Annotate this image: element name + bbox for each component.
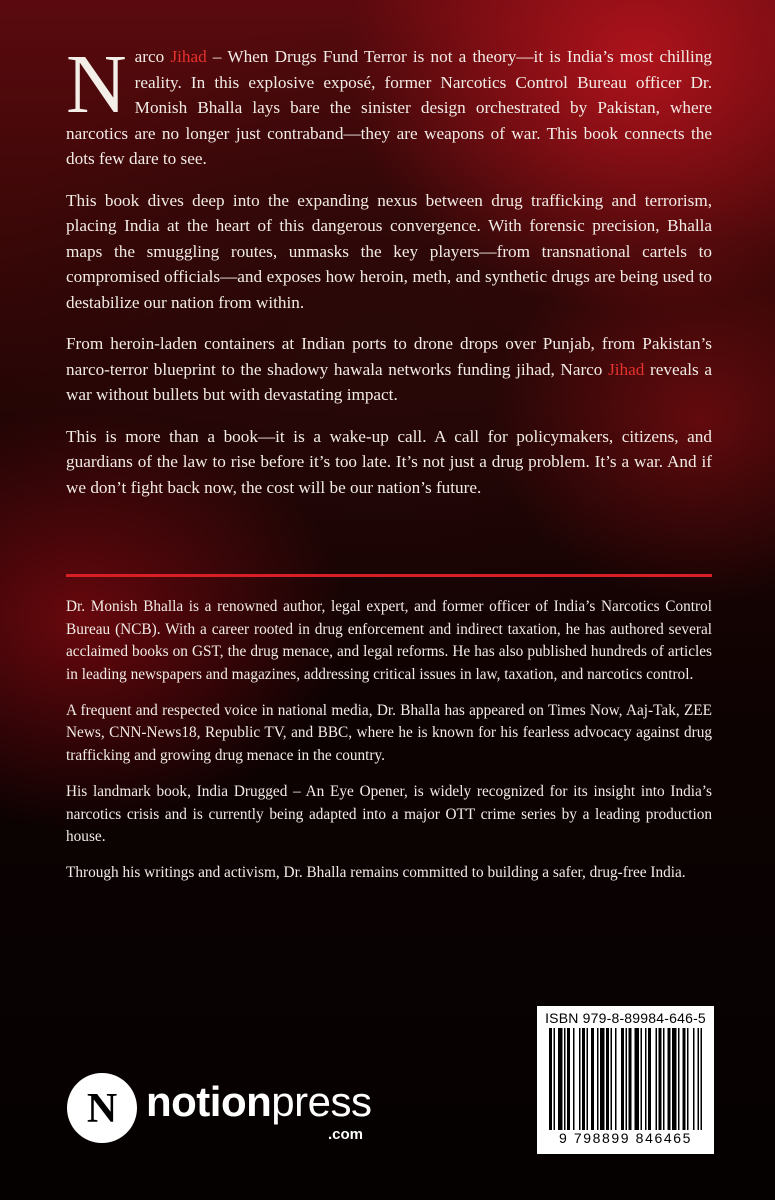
barcode-bar xyxy=(659,1028,662,1130)
barcode-bar xyxy=(698,1028,700,1130)
barcode-bar xyxy=(587,1028,589,1130)
blurb-paragraph-1 xyxy=(66,38,713,172)
publisher-domain: .com xyxy=(328,1126,364,1143)
bio-paragraph-2: A frequent and respected voice in national media, Dr. Bhalla has appeared on Times Now, Aaj-Tak, ZEE News, CNN-News18, Republic TV, and BBC, where he is known for his fearless advocacy against drug trafficking and growing drug menace in the country. xyxy=(66,701,712,765)
barcode-bar xyxy=(615,1028,617,1130)
barcode-bar xyxy=(693,1028,695,1130)
barcode-bar xyxy=(558,1028,563,1130)
barcode-bar xyxy=(591,1028,594,1130)
publisher-logo xyxy=(66,1072,396,1152)
author-bio xyxy=(66,596,712,899)
notionpress-logo-icon xyxy=(66,1072,138,1144)
barcode-bar xyxy=(549,1028,552,1130)
barcode-bar xyxy=(611,1028,613,1130)
barcode-bar xyxy=(554,1028,556,1130)
drop-cap: N xyxy=(66,38,127,131)
back-cover-blurb xyxy=(66,38,713,516)
barcode-bar xyxy=(683,1028,686,1130)
barcode-digits: 9 798899 846465 xyxy=(559,1130,692,1146)
barcode-bar xyxy=(573,1028,575,1130)
barcode-bar xyxy=(663,1028,665,1130)
barcode-bar xyxy=(582,1028,585,1130)
publisher-name-bold: notion xyxy=(146,1078,272,1125)
blurb-text: reveals a war without bullets but with devastating impact. xyxy=(66,359,712,404)
isbn-barcode xyxy=(537,1006,714,1154)
barcode-bar xyxy=(687,1028,689,1130)
blurb-paragraph-4: This is more than a book—it is a wake-up call. A call for policymakers, citizens, and guardians of the law to rise before it’s too late. It’s not just a drug problem. It’s a war. And if we don’t fight back now, the cost will be our nation’s future. xyxy=(66,426,712,497)
barcode-bar xyxy=(678,1028,680,1130)
blurb-paragraph-2: This book dives deep into the expanding nexus between drug trafficking and terrorism, placing India at the heart of this dangerous convergence. With forensic precision, Bhalla maps the smuggling routes, unmasks the key players—from transnational cartels to compromised officials—and exposes how heroin, meth, and synthetic drugs are being used to destabilize our nation from within. xyxy=(66,190,712,312)
barcode-bar xyxy=(645,1028,647,1130)
barcode-bar xyxy=(579,1028,581,1130)
barcode-bar xyxy=(701,1028,703,1130)
publisher-name-light: press xyxy=(271,1078,372,1125)
barcode-bar xyxy=(641,1028,643,1130)
barcode-bar xyxy=(567,1028,570,1130)
barcode-bar xyxy=(668,1028,671,1130)
title-highlight: Jihad xyxy=(608,359,645,379)
barcode-bar xyxy=(635,1028,640,1130)
bio-paragraph-3: His landmark book, India Drugged – An Eye Opener, is widely recognized for its insight into India’s narcotics crisis and is currently being adapted into a major OTT crime series by a leading production house. xyxy=(66,783,712,846)
barcode-bar xyxy=(629,1028,632,1130)
barcode-bar xyxy=(564,1028,566,1130)
blurb-text: arco xyxy=(134,47,171,66)
barcode-bars xyxy=(549,1028,702,1130)
logo-letter: N xyxy=(86,1086,118,1132)
bio-paragraph-4: Through his writings and activism, Dr. Bhalla remains committed to building a safer, drug-free India. xyxy=(66,864,686,882)
blurb-text: – When Drugs Fund Terror is not a theory—it is India’s most chilling reality. In this explosive exposé, former Narcotics Control Bureau officer Dr. Monish Bhalla lays bare the sinister design orchestrated by Pakistan, where narcotics are no longer just contraband—they are weapons of war. This book connects the dots few dare to see. xyxy=(66,47,713,168)
barcode-bar xyxy=(648,1028,651,1130)
barcode-bar xyxy=(626,1028,628,1130)
blurb-paragraph-3 xyxy=(66,331,712,408)
section-divider xyxy=(66,574,712,577)
barcode-bar xyxy=(600,1028,605,1130)
barcode-bar xyxy=(606,1028,609,1130)
title-highlight: Jihad xyxy=(170,47,207,66)
publisher-name xyxy=(146,1078,371,1126)
barcode-bar xyxy=(597,1028,599,1130)
barcode-bar xyxy=(656,1028,658,1130)
bio-paragraph-1: Dr. Monish Bhalla is a renowned author, legal expert, and former officer of India’s Narcotics Control Bureau (NCB). With a career rooted in drug enforcement and indirect taxation, he has authored several acclaimed books on GST, the drug menace, and legal reforms. He has also published hundreds of articles in leading newspapers and magazines, addressing critical issues in law, taxation, and narcotics control. xyxy=(66,598,712,683)
blurb-text: From heroin-laden containers at Indian ports to drone drops over Punjab, from Pakistan’s narco-terror blueprint to the shadowy hawala networks funding jihad, Narco xyxy=(66,334,712,379)
barcode-bar xyxy=(672,1028,677,1130)
isbn-label: ISBN 979-8-89984-646-5 xyxy=(545,1010,706,1026)
barcode-bar xyxy=(621,1028,624,1130)
